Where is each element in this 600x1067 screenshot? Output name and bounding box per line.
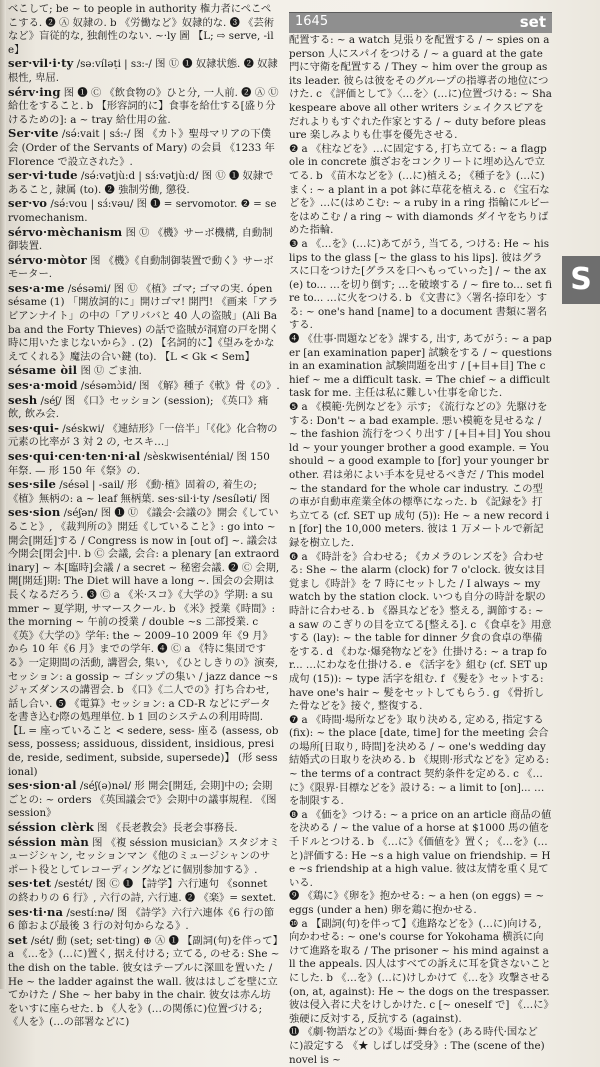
dictionary-entry [8,169,280,197]
page-header [289,12,552,33]
entry-text: 图 Ⓤ 《機》サーボ機構, 自動制御装置. [8,226,273,253]
dictionary-entry [8,254,280,282]
dictionary-entry [8,836,280,878]
entry-headword: ses·sile [8,477,56,492]
dictionary-entry [289,1026,552,1067]
entry-headword: Ser·vite [8,126,59,141]
dictionary-entry [8,226,280,254]
entry-text: /séskwi/ 《連結形》「一倍半」「《化》化合物の元素の比率が 3 対 2 の, セスキ…」 [8,422,278,449]
entry-headword: séssion clèrk [8,820,94,835]
page-gutter [0,0,6,989]
dictionary-entry [8,906,280,934]
entry-text: /sestí:nǝ/ 图 《詩学》六行六連体《6 行の節 6 節および最後 3 行の対句からなる》. [8,906,275,933]
dictionary-entry [289,809,552,891]
entry-headword: sérvo·mèchanism [8,224,123,239]
dictionary-entry [8,506,280,779]
dictionary-entry [289,890,552,917]
entry-text: /séʃ(ǝ)nǝl/ 形 開会[開廷, 会期]中の; 会期ごとの: ~ orders 《英国議会で》会期中の議事規程. 《图 session》 [8,780,277,820]
dictionary-entry [8,379,280,394]
entry-text: /sésǝl | -sail/ 形 《動·植》固着の, 着生の; 《植》無柄の: a ~ leaf 無柄葉. ses·sil·i·ty /sesíləti/ 图 [8,479,271,505]
dictionary-entry [8,877,280,905]
entry-text: ❿ a 【副詞(句)を伴って】《進路などを》(…に)向ける, 向かわせる: ~ one's course for Yokohama 横浜に向けて進路を取る / The prisoner ~ his mind against all the appeals. 囚人はすべての訴えに耳を貸さないことにした. b 《…を》(…に)けしかけて《…を》攻撃させる (on, at, against): He ~ the dogs on the trespasser. 彼は侵入者に犬をけしかけた. c [~ oneself で] 《…に》強硬に反対する, 反抗する (against). [289,917,551,1025]
dictionary-entry [8,422,280,450]
entry-headword: ses·qui- [8,420,60,435]
dictionary-entry [8,127,280,169]
entry-text: /sèskwisenténial/ 图 150 年祭. — 形 150 年《祭》の. [8,451,270,477]
guide-word: set [519,13,546,31]
entry-headword: ses·a·me [8,280,65,295]
entry-headword: ses·sion [8,505,61,520]
entry-text: ❻ a 《時計を》合わせる; 《カメラのレンズを》合わせる: She ~ the alarm (clock) for 7 o'clock. 彼女は目覚まし《時計》を 7 時にセットした / I always ~ my watch by the station clock. いつも自分の時計を駅の時計に合わせる. b 《器具などを》整える, 調節する: ~ a saw のこぎりの目を立てる[整える]. c 《食卓を》用意する (lay): ~ the table for dinner 夕食の食卓の準備をする. d 《わな·爆発物などを》仕掛ける: ~ a trap for... …にわなを仕掛ける. e 《活字を》組む (cf. SET up 成句 (15)): ~ type 活字を組む. f 《髪を》セットする: have one's hair ~ 髪をセットしてもらう. g 《骨折した骨などを》接ぐ, 整復する. [289,550,552,713]
entry-text: /séʃǝn/ 图 ❶ Ⓤ 《議会·会議の》開会《していること》, 《裁判所の》開廷《していること》: go into ~ 開会[開廷]する / Congress is now in [out of] ~. 議会は今開会[閉会]中. b Ⓒ 会議, 会合: a plenary [an extraordinary] ~ 本[臨時]会議 / a secret ~ 秘密会議. ❷ Ⓒ 会期, 開[開廷]期: The Diet will have a long ~. 国会の会期は長くなるだろう. ❸ Ⓒ a 《米·スコ》《大学の》学期: a summer ~ 夏学期, サマースクール. b 《米》授業《時間》: the morning ~ 午前の授業 / double ~s 二部授業. c 《英》《大学の》学年: the ~ 2009–10 2009 年《9 月》から 10 年《6 月》までの学年. ❹ Ⓒ a 《特に集団でする》一定期間の活動, 講習会, 集い, 《ひとしきりの》演奏, セッション: a gossip ~ ゴシップの集い / jazz dance ~s ジャズダンスの講習会. b 《口》《二人での》打ち合わせ, 話し合い. ❺ 《電算》セッション: a CD-R などにデータを書き込む際の処理単位. b 1 回のシステムの利用時間. 【L = 座っていること < sedere, sess- 座る (assess, obsess, possess; assiduous, dissident, insidious, preside, reside, sediment, subside, supersede)】 (形 sessional) [8,507,280,778]
dictionary-entry [289,551,552,714]
dictionary-entry [8,934,280,1030]
dictionary-entry [8,779,280,821]
entry-text: 图 《複 séssion musician》スタジオミュージシャン, セッションマン《他のミュージシャンのサポート役としてレコーディングなどに個別参加する》. [8,836,280,876]
entry-text: /sə:vílǝṭi | sɜ:-/ 图 Ⓤ ❶ 奴隷状態. ❷ 奴隷根性, 卑屈. [8,58,278,84]
entry-headword: séssion màn [8,834,89,849]
dictionary-entry [8,821,280,836]
right-column [289,34,552,1066]
dictionary-entry [289,714,552,809]
dictionary-entry [289,238,552,333]
entry-headword: ser·vo [8,196,48,211]
entry-text: /sə́:vou | sɜ́:vǝu/ 图 ❶ = servomotor. ❷ = servomechanism. [8,198,277,224]
entry-text: ❺ a 《模範·先例などを》示す; 《流行などの》先駆けをする: Don't ~ a bad example. 悪い模範を見せるな / ~ the fashion 流行をつくり出す / [+目+目] You should ~ your younger brother a good example. = You should ~ a good example to [for] your younger brother. 君は弟によい手本を見せるべきだ / This model ~ the standard for the whole car industry. この型の車が自動車産業全体の標準になった. b 《記録を》打ち立てる (cf. SET up 成句 (5)): He ~ a new record in [for] the 10,000 meters. 彼は 1 万メートルで新記録を樹立した. [289,401,551,549]
thumb-index-tab: S [562,256,600,304]
entry-text: 配置する: ~ a watch 見張りを配置する / ~ spies on a person 人にスパイをつける / ~ a guard at the gate 門に守衛を配置する / They ~ him over the group as its leader. 彼らは彼をそのグループの指導者の地位につけた. c 《評価として》〈…を〉(…に)位置づける: ~ Shakespeare above all other writers シェイクスピアをだれよりもすぐれた作家とする / ~ duty before pleasure 楽しみよりも仕事を優先させる. [289,34,552,142]
dictionary-entry [8,282,280,365]
dictionary-entry [8,197,280,225]
entry-text: /séʃ/ 图 《口》セッション (session); 《英口》痛飲, 飲み会. [8,394,269,421]
entry-headword: ses·qui·cen·ten·ni·al [8,449,141,463]
dictionary-entry [289,401,552,551]
entry-text: /sə́:vǝtjù:d | sɜ́:vǝtjù:d/ 图 Ⓤ ❶ 奴隷であること, 隷属 (to). ❷ 強制労働, 懲役. [8,170,274,196]
dictionary-entry [8,450,280,478]
entry-headword: ses·ti·na [8,904,64,919]
entry-headword: sésame òil [8,363,78,378]
entry-headword: ser·vil·i·ty [8,56,74,71]
dictionary-entry [8,364,280,379]
entry-headword: ses·sion·al [8,778,77,793]
dictionary-entry [8,478,280,506]
entry-text: ❼ a 《時間·場所などを》取り決める, 定める, 指定する (fix): ~ the place [date, time] for the meeting 会合の場所[日取り, 時間]を決める / ~ one's wedding day 結婚式の日取りを決める. b 《規則·形式などを》定める: ~ the terms of a contract 契約条件を定める. c 《…に》《限界·目標などを》設ける: ~ a limit to [on]... …を制限する. [289,713,549,808]
entry-text: /sét/ 動 (set; set·ting) ⊕ Ⓐ ❶ 【副詞(句)を伴って】a 《…を》(…に)置く, 据え付ける; 立てる, のせる: She ~ the dish on the table. 彼女はテーブルに深皿を置いた / He ~ the ladder against the wall. 彼ははしごを壁に立てかけた / She ~ her baby in the chair. 彼女は赤ん坊をいすに座らせた. b 《人を》(…の関係に)位置づける; 《人を》(…の部署などに) [8,934,280,1029]
left-column [8,0,280,1029]
entry-text: ⓫ 《劇·物語などの》《場面·舞台を》(ある時代·国などに)設定する 《★ しばしば受身》: The (scene of the) novel is ~ [289,1026,545,1066]
dictionary-entry [289,143,552,238]
entry-headword: ser·vi·tude [8,168,78,183]
entry-text: 图 《長老教会》長老会事務長. [93,822,238,835]
entry-text: ❾ 《鶏に》《卵を》抱かせる: ~ a hen (on eggs) = ~ eggs (under a hen) 卵を鶏に抱かせる. [289,890,545,916]
entry-headword: set [8,932,28,947]
dictionary-entry [289,918,552,1027]
entry-text: 图 ❶ Ⓒ 《飲食物の》ひと分, 一人前. ❷ Ⓐ Ⓤ 給仕をすること. b 【形容詞的に】食事を給仕する[盛り分けるための]: a ~ tray 給仕用の盆. [8,86,279,126]
entry-headword: sérvo·mòtor [8,252,87,267]
entry-headword: ses·tet [8,876,52,891]
entry-text: ❽ a 《価を》つける: ~ a price on an article 商品の値を決める / ~ the value of a horse at $1000 馬の値を千ドルとつける. b 《…に》《価値を》置く; 《…を》(…と)評価する: He ~s a high value on friendship. = He ~s friendship at a high value. 彼は友情を重く見ている. [289,808,552,889]
dictionary-entry [8,57,280,85]
entry-text: ❹ 《仕事·問題などを》課する, 出す, あてがう: ~ a paper [an examination paper] 試験をする / ~ questions in an examination 試験問題を出す / [+目+目] The chief ~ me a difficult task. = The chief ~ a difficult task for me. 主任は私に難しい仕事を命じた. [289,333,552,400]
dictionary-entry [289,34,552,143]
entry-text: /sésǝmi/ 图 Ⓤ 《植》ゴマ; ゴマの実. ópen sésame (1) 「開放詞的に」開けゴマ! 開門! 《画来「アラビアンナイト」の中の「アリババと 40 人の盗賊」(Ali Baba and the Forty Thieves) の話で盗賊が洞窟の戸を開く時に用いたまじないから》. (2) 【名詞的に】《望みをかなえてくれる》魔法の合い鍵 (to). 【L < Gk < Sem】 [8,282,279,363]
entry-text: ❷ a 《柱などを》…に固定する, 打ち立てる: ~ a flagpole in concrete 旗ざおをコンクリートに埋め込んで立てる. b 《苗木などを》(…に)植える; 《種子を》(…に)まく: ~ a plant in a pot 鉢に草花を植える. c 《宝石などを》…に(はめこむ: ~ a ruby in a ring 指輪にルビーをはめこむ / a ring ~ with diamonds ダイヤをちりばめた指輪. [289,142,550,237]
entry-text: /sésǝmɔ̀id/ 图 《解》種子《軟》骨《の》. [77,380,280,393]
dictionary-entry [289,333,552,401]
entry-headword: sérv·ing [8,84,61,99]
page-number: 1645 [295,14,329,29]
entry-text: ❸ a 《…を》(…に)あてがう, 当てる, つける: He ~ his lips to the glass [~ the glass to his lips]. 彼はグラスに口をつけた[グラスを口へもっていった] / ~ the ax(e) to... …を切り倒す; …を破壊する / ~ fire to... set fire to... …に火をつける. b 《文書に》〈署名·捺印を〉する: ~ one's hand [name] to a document 書類に署名する. [289,237,552,332]
entry-text: /sə́:vait | sɜ́:-/ 图 《カト》聖母マリアの下僕会 (Order of the Servants of Mary) の会員 《1233 年 Florence で設立された》. [8,128,275,168]
entry-text: 图 Ⓤ ごま油. [77,365,142,378]
entry-text: /sestét/ 图 Ⓒ ❶ 【詩学】六行連句 《sonnet の終わりの 6 行》, 六行の詩, 六行連. ❷ 《楽》= sextet. [8,878,277,904]
dictionary-entry [8,3,280,57]
dictionary-entry [8,86,280,128]
entry-headword: sesh [8,392,38,407]
entry-text: べこして; be ~ to people in authority 権力者にぺこぺこする. ❷ Ⓐ 奴隷の. b 《労働など》奴隷的な. ❸ 《芸術など》盲従的な, 独創性のない. ~·ly 圖 【L; ⇨ serve, -ile】 [8,3,275,56]
dictionary-entry [8,394,280,422]
entry-headword: ses·a·moid [8,378,78,393]
entry-text: 图 《機》《自動制御装置で動く》サーボモーター. [8,254,274,281]
